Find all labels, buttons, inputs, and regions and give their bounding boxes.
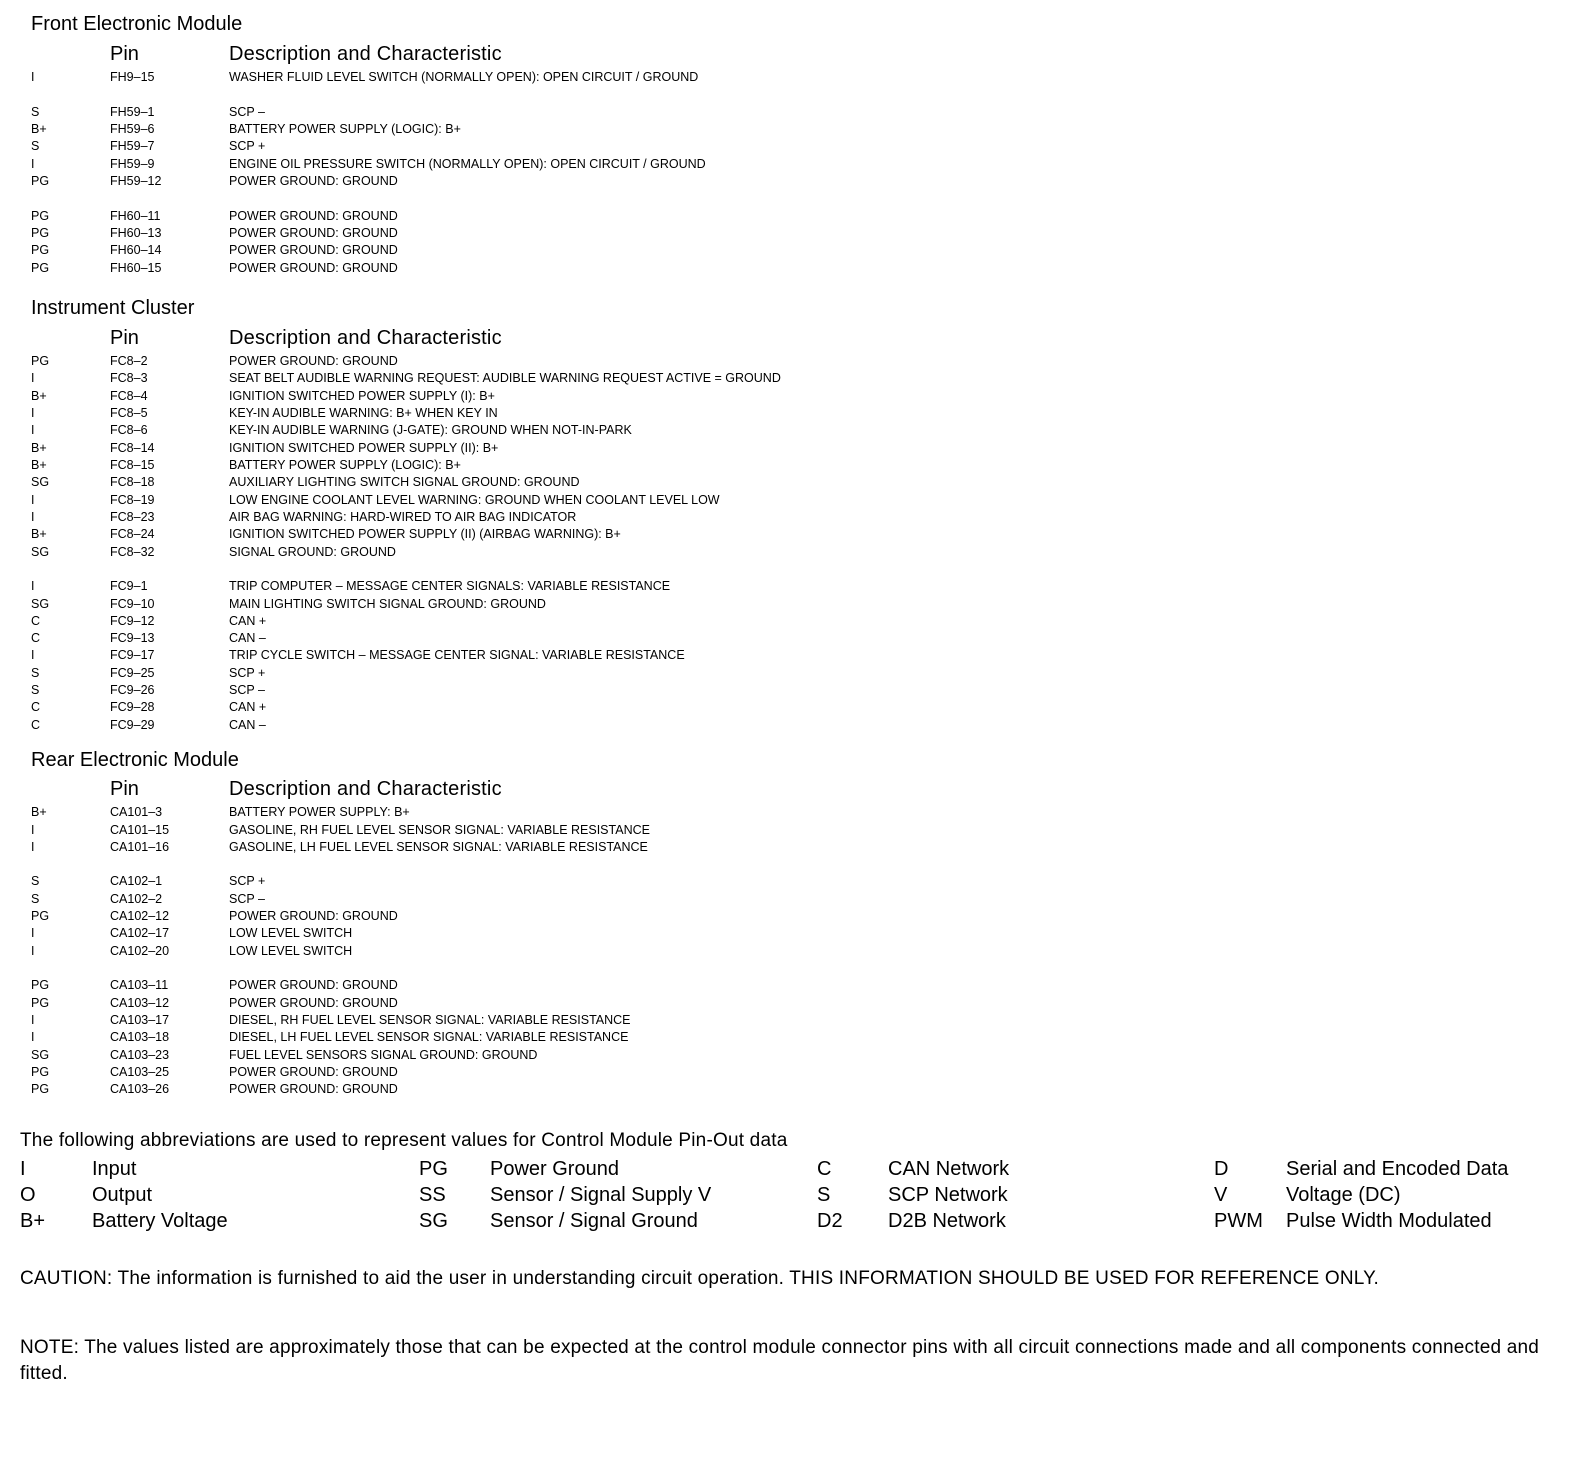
pin-id: CA101–16 bbox=[110, 840, 170, 854]
pin-description: ENGINE OIL PRESSURE SWITCH (NORMALLY OPEN): OPEN CIRCUIT / GROUND bbox=[229, 157, 706, 171]
column-header-pin: Pin bbox=[110, 43, 139, 65]
abbr-code: V bbox=[1214, 1184, 1228, 1206]
pin-description: BATTERY POWER SUPPLY (LOGIC): B+ bbox=[229, 122, 461, 136]
pin-id: CA103–23 bbox=[110, 1048, 170, 1062]
pin-type: B+ bbox=[31, 389, 47, 403]
pin-type: I bbox=[31, 423, 35, 437]
pin-id: FC8–6 bbox=[110, 423, 148, 437]
pin-description: POWER GROUND: GROUND bbox=[229, 996, 398, 1010]
pin-type: I bbox=[31, 926, 35, 940]
pin-description: POWER GROUND: GROUND bbox=[229, 209, 398, 223]
pin-type: I bbox=[31, 579, 35, 593]
note-text: NOTE: The values listed are approximately those that can be expected at the control module connector pins with all circuit connections made and all components connected and fitted. bbox=[20, 1337, 1540, 1384]
pin-description: SCP – bbox=[229, 683, 265, 697]
pin-description: SEAT BELT AUDIBLE WARNING REQUEST: AUDIBLE WARNING REQUEST ACTIVE = GROUND bbox=[229, 371, 781, 385]
abbr-label: Sensor / Signal Ground bbox=[490, 1210, 698, 1232]
pin-id: FC8–23 bbox=[110, 510, 155, 524]
pin-id: CA101–15 bbox=[110, 823, 170, 837]
pin-description: CAN – bbox=[229, 718, 266, 732]
section-title-instrument-cluster: Instrument Cluster bbox=[31, 297, 195, 319]
pin-description: SCP + bbox=[229, 139, 266, 153]
pin-id: FC8–14 bbox=[110, 441, 155, 455]
pin-type: B+ bbox=[31, 441, 47, 455]
pin-type: S bbox=[31, 892, 40, 906]
pin-type: SG bbox=[31, 1048, 50, 1062]
abbr-code: S bbox=[817, 1184, 831, 1206]
pin-type: C bbox=[31, 700, 41, 714]
pin-type: C bbox=[31, 614, 41, 628]
pin-description: POWER GROUND: GROUND bbox=[229, 243, 398, 257]
pin-type: I bbox=[31, 840, 35, 854]
pin-description: DIESEL, RH FUEL LEVEL SENSOR SIGNAL: VARIABLE RESISTANCE bbox=[229, 1013, 631, 1027]
pin-description: CAN + bbox=[229, 614, 267, 628]
abbr-label: D2B Network bbox=[888, 1210, 1006, 1232]
pin-description: LOW ENGINE COOLANT LEVEL WARNING: GROUND WHEN COOLANT LEVEL LOW bbox=[229, 493, 720, 507]
pin-type: I bbox=[31, 371, 35, 385]
pin-description: BATTERY POWER SUPPLY: B+ bbox=[229, 805, 410, 819]
abbreviations-intro: The following abbreviations are used to represent values for Control Module Pin-Out data bbox=[20, 1130, 788, 1151]
pin-id: FH59–1 bbox=[110, 105, 155, 119]
pin-description: GASOLINE, RH FUEL LEVEL SENSOR SIGNAL: VARIABLE RESISTANCE bbox=[229, 823, 650, 837]
abbr-code: B+ bbox=[20, 1210, 46, 1232]
abbr-code: D2 bbox=[817, 1210, 843, 1232]
pin-id: CA103–17 bbox=[110, 1013, 170, 1027]
pin-id: FH60–13 bbox=[110, 226, 162, 240]
pin-type: PG bbox=[31, 1065, 50, 1079]
pin-description: IGNITION SWITCHED POWER SUPPLY (II): B+ bbox=[229, 441, 499, 455]
section-title-rear-electronic-module: Rear Electronic Module bbox=[31, 749, 239, 771]
abbr-code: I bbox=[20, 1158, 26, 1180]
pin-description: TRIP COMPUTER – MESSAGE CENTER SIGNALS: VARIABLE RESISTANCE bbox=[229, 579, 671, 593]
pin-id: FC9–28 bbox=[110, 700, 155, 714]
pin-type: PG bbox=[31, 209, 50, 223]
pin-id: FC9–25 bbox=[110, 666, 155, 680]
pin-description: AUXILIARY LIGHTING SWITCH SIGNAL GROUND: GROUND bbox=[229, 475, 580, 489]
abbr-label: Battery Voltage bbox=[92, 1210, 228, 1232]
pin-description: POWER GROUND: GROUND bbox=[229, 1065, 398, 1079]
caution-text: CAUTION: The information is furnished to aid the user in understanding circuit operation. THIS INFORMATION SHOULD BE USED FOR REFERENCE ONLY. bbox=[20, 1268, 1380, 1289]
abbr-label: Power Ground bbox=[490, 1158, 619, 1180]
pin-id: FH59–12 bbox=[110, 174, 162, 188]
pin-description: TRIP CYCLE SWITCH – MESSAGE CENTER SIGNAL: VARIABLE RESISTANCE bbox=[229, 648, 685, 662]
section-title-front-electronic-module: Front Electronic Module bbox=[31, 13, 243, 35]
abbr-label: Output bbox=[92, 1184, 153, 1206]
pin-description: LOW LEVEL SWITCH bbox=[229, 926, 353, 940]
pin-description: SCP + bbox=[229, 666, 266, 680]
abbr-label: Serial and Encoded Data bbox=[1286, 1158, 1509, 1180]
pin-type: PG bbox=[31, 909, 50, 923]
pin-id: FH9–15 bbox=[110, 70, 155, 84]
abbr-code: PG bbox=[419, 1158, 448, 1180]
pin-type: SG bbox=[31, 545, 50, 559]
pin-id: CA102–20 bbox=[110, 944, 170, 958]
pin-description: CAN – bbox=[229, 631, 266, 645]
pin-description: WASHER FLUID LEVEL SWITCH (NORMALLY OPEN): OPEN CIRCUIT / GROUND bbox=[229, 70, 699, 84]
abbr-label: CAN Network bbox=[888, 1158, 1010, 1180]
pin-type: S bbox=[31, 139, 40, 153]
pin-id: CA103–12 bbox=[110, 996, 170, 1010]
pin-description: GASOLINE, LH FUEL LEVEL SENSOR SIGNAL: VARIABLE RESISTANCE bbox=[229, 840, 648, 854]
pin-id: CA103–25 bbox=[110, 1065, 170, 1079]
pin-id: FC9–13 bbox=[110, 631, 155, 645]
pin-type: PG bbox=[31, 1082, 50, 1096]
pin-id: CA102–12 bbox=[110, 909, 170, 923]
pin-description: POWER GROUND: GROUND bbox=[229, 1082, 398, 1096]
pin-type: I bbox=[31, 406, 35, 420]
pin-description: SCP – bbox=[229, 892, 265, 906]
pin-id: CA102–1 bbox=[110, 874, 163, 888]
pin-id: FH60–14 bbox=[110, 243, 162, 257]
pin-type: PG bbox=[31, 243, 50, 257]
pin-type: I bbox=[31, 648, 35, 662]
pin-id: FC8–15 bbox=[110, 458, 155, 472]
pin-type: I bbox=[31, 823, 35, 837]
pin-description: SIGNAL GROUND: GROUND bbox=[229, 545, 396, 559]
pin-description: POWER GROUND: GROUND bbox=[229, 261, 398, 275]
pin-description: POWER GROUND: GROUND bbox=[229, 174, 398, 188]
abbr-label: Voltage (DC) bbox=[1286, 1184, 1401, 1206]
abbr-code: D bbox=[1214, 1158, 1229, 1180]
pin-id: CA103–18 bbox=[110, 1030, 170, 1044]
pin-type: I bbox=[31, 1013, 35, 1027]
pin-type: PG bbox=[31, 978, 50, 992]
pin-type: SG bbox=[31, 475, 50, 489]
abbr-label: Sensor / Signal Supply V bbox=[490, 1184, 712, 1206]
pin-type: PG bbox=[31, 354, 50, 368]
pin-description: KEY-IN AUDIBLE WARNING (J-GATE): GROUND WHEN NOT-IN-PARK bbox=[229, 423, 632, 437]
pin-type: S bbox=[31, 666, 40, 680]
column-header-description: Description and Characteristic bbox=[229, 327, 502, 349]
pin-description: DIESEL, LH FUEL LEVEL SENSOR SIGNAL: VARIABLE RESISTANCE bbox=[229, 1030, 629, 1044]
abbr-label: Pulse Width Modulated bbox=[1286, 1210, 1492, 1232]
pin-id: FH59–9 bbox=[110, 157, 155, 171]
pin-id: CA102–2 bbox=[110, 892, 163, 906]
pin-type: PG bbox=[31, 226, 50, 240]
pin-description: POWER GROUND: GROUND bbox=[229, 354, 398, 368]
pin-id: FC8–24 bbox=[110, 527, 155, 541]
pin-description: POWER GROUND: GROUND bbox=[229, 909, 398, 923]
pin-id: CA103–11 bbox=[110, 978, 169, 992]
abbr-code: SG bbox=[419, 1210, 448, 1232]
pin-type: B+ bbox=[31, 458, 47, 472]
pin-type: I bbox=[31, 493, 35, 507]
pin-id: FC8–18 bbox=[110, 475, 155, 489]
pin-type: I bbox=[31, 157, 35, 171]
column-header-description: Description and Characteristic bbox=[229, 778, 502, 800]
pin-id: FC9–12 bbox=[110, 614, 155, 628]
pin-id: FC9–26 bbox=[110, 683, 155, 697]
pin-id: FC9–1 bbox=[110, 579, 148, 593]
pin-type: I bbox=[31, 944, 35, 958]
pin-type: S bbox=[31, 105, 40, 119]
pin-type: C bbox=[31, 718, 41, 732]
pin-type: I bbox=[31, 510, 35, 524]
abbr-code: SS bbox=[419, 1184, 446, 1206]
pin-description: KEY-IN AUDIBLE WARNING: B+ WHEN KEY IN bbox=[229, 406, 498, 420]
pin-type: S bbox=[31, 683, 40, 697]
pin-type: SG bbox=[31, 597, 50, 611]
column-header-description: Description and Characteristic bbox=[229, 43, 502, 65]
pin-id: FC8–5 bbox=[110, 406, 148, 420]
column-header-pin: Pin bbox=[110, 778, 139, 800]
pin-type: PG bbox=[31, 261, 50, 275]
pin-id: FC9–29 bbox=[110, 718, 155, 732]
pin-description: BATTERY POWER SUPPLY (LOGIC): B+ bbox=[229, 458, 461, 472]
pin-id: CA101–3 bbox=[110, 805, 163, 819]
pin-id: CA103–26 bbox=[110, 1082, 170, 1096]
pin-description: SCP + bbox=[229, 874, 266, 888]
pin-type: PG bbox=[31, 996, 50, 1010]
pin-description: CAN + bbox=[229, 700, 267, 714]
column-header-pin: Pin bbox=[110, 327, 139, 349]
pin-id: FH59–6 bbox=[110, 122, 155, 136]
pin-id: FC8–19 bbox=[110, 493, 155, 507]
pin-description: MAIN LIGHTING SWITCH SIGNAL GROUND: GROUND bbox=[229, 597, 546, 611]
pin-id: FH60–11 bbox=[110, 209, 161, 223]
pin-description: POWER GROUND: GROUND bbox=[229, 978, 398, 992]
abbr-label: Input bbox=[92, 1158, 137, 1180]
pin-type: PG bbox=[31, 174, 50, 188]
pin-id: FH59–7 bbox=[110, 139, 155, 153]
pin-id: FC8–2 bbox=[110, 354, 148, 368]
abbr-code: PWM bbox=[1214, 1210, 1263, 1232]
pin-type: S bbox=[31, 874, 40, 888]
abbr-label: SCP Network bbox=[888, 1184, 1008, 1206]
pin-id: FC8–32 bbox=[110, 545, 155, 559]
pin-type: I bbox=[31, 70, 35, 84]
pin-description: POWER GROUND: GROUND bbox=[229, 226, 398, 240]
pin-id: FC8–3 bbox=[110, 371, 148, 385]
pin-description: IGNITION SWITCHED POWER SUPPLY (I): B+ bbox=[229, 389, 495, 403]
pin-id: FC9–10 bbox=[110, 597, 155, 611]
abbr-code: C bbox=[817, 1158, 832, 1180]
pin-id: FC9–17 bbox=[110, 648, 155, 662]
pin-description: FUEL LEVEL SENSORS SIGNAL GROUND: GROUND bbox=[229, 1048, 538, 1062]
pin-id: CA102–17 bbox=[110, 926, 170, 940]
pin-type: B+ bbox=[31, 122, 47, 136]
pin-description: AIR BAG WARNING: HARD-WIRED TO AIR BAG INDICATOR bbox=[229, 510, 577, 524]
pin-description: IGNITION SWITCHED POWER SUPPLY (II) (AIRBAG WARNING): B+ bbox=[229, 527, 621, 541]
pin-description: LOW LEVEL SWITCH bbox=[229, 944, 353, 958]
pin-type: B+ bbox=[31, 805, 47, 819]
pin-type: I bbox=[31, 1030, 35, 1044]
pin-type: C bbox=[31, 631, 41, 645]
abbr-code: O bbox=[20, 1184, 36, 1206]
pin-type: B+ bbox=[31, 527, 47, 541]
pin-id: FC8–4 bbox=[110, 389, 148, 403]
pin-description: SCP – bbox=[229, 105, 265, 119]
pin-id: FH60–15 bbox=[110, 261, 162, 275]
